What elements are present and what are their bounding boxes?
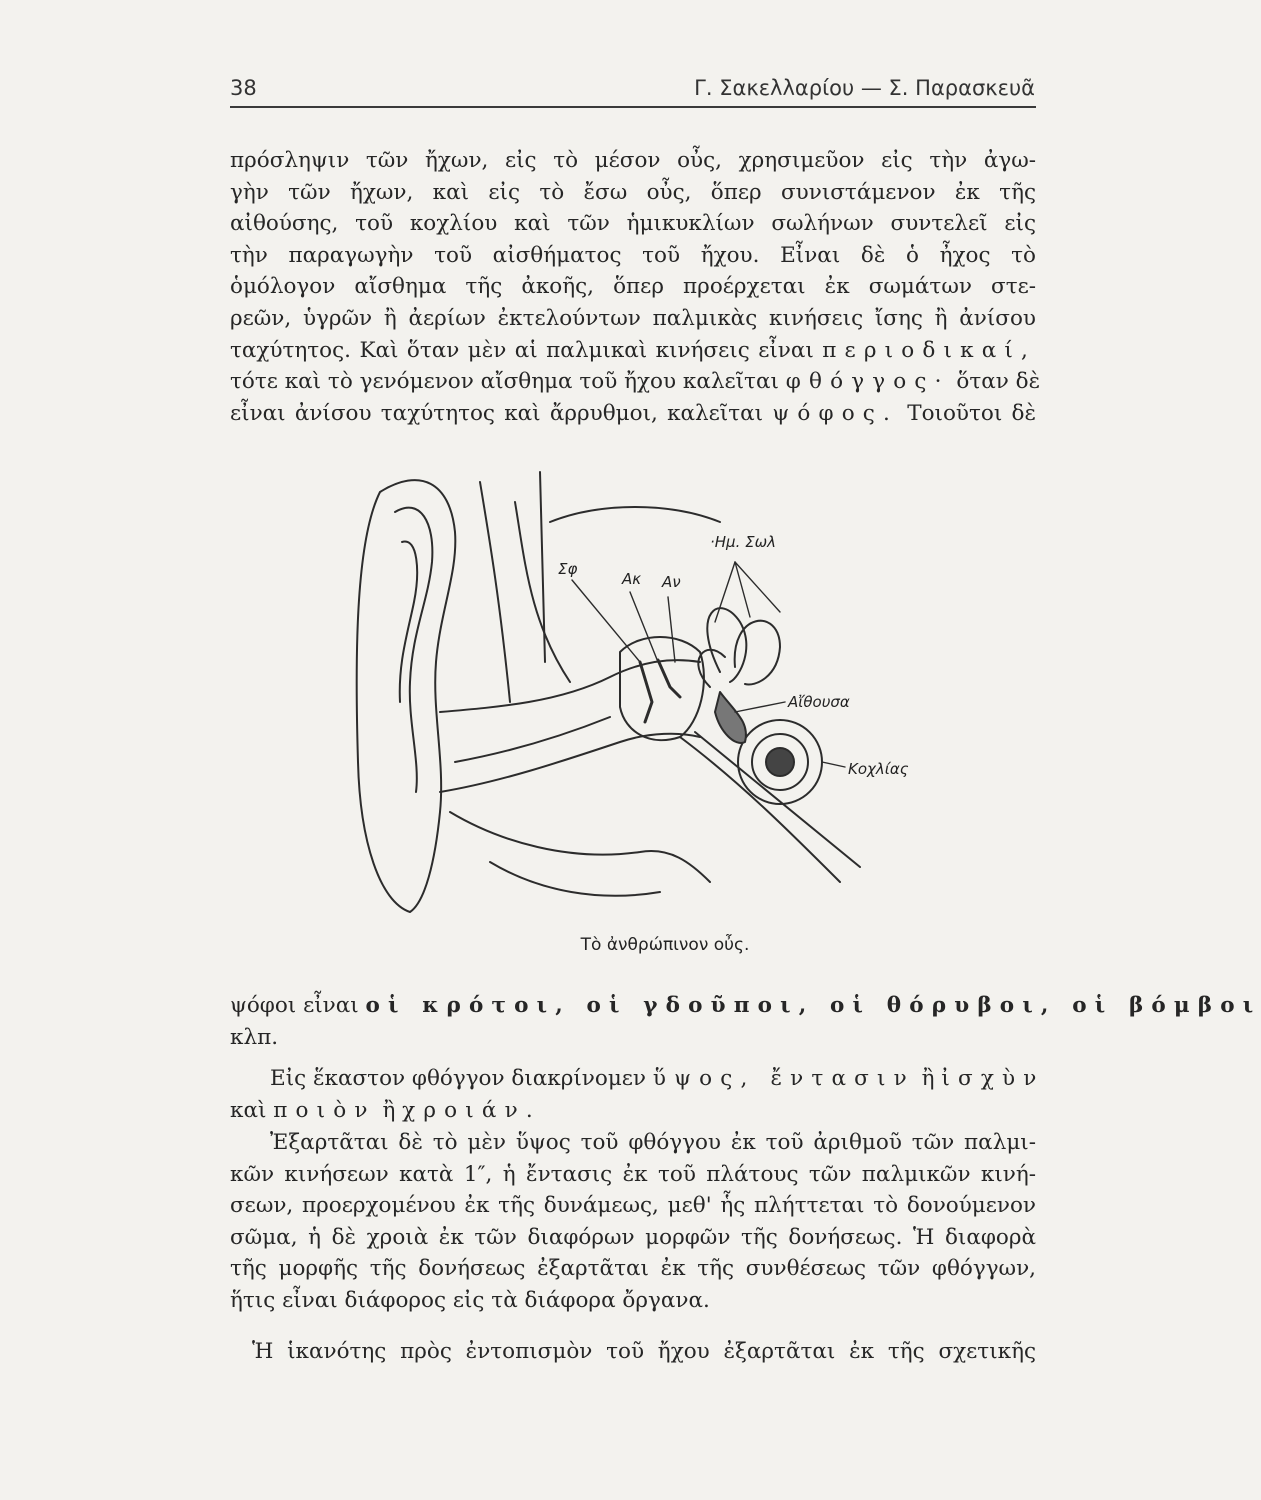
text-line: ρεῶν, ὑγρῶν ἢ ἀερίων ἐκτελούντων παλμικὰς κινήσεις ἴσης ἢ ἀνίσου [230, 305, 1036, 331]
auricle-inner-fold [400, 542, 417, 702]
pointer-kochlias [822, 762, 845, 767]
pointer-ak [630, 592, 658, 662]
label-an: Αν [662, 573, 681, 591]
text-line: ἥτις εἶναι διάφορος εἰς τὰ διάφορα ὄργανα. [230, 1287, 710, 1313]
text-line: ὁμόλογον αἴσθημα τῆς ἀκοῆς, ὅπερ προέρχεται ἐκ σωμάτων στε- [230, 274, 1036, 300]
figure-caption: Τὸ ἀνθρώπινον οὖς. [580, 935, 750, 955]
semicircular-canal-1 [707, 608, 746, 682]
label-ak: Ακ [622, 570, 642, 588]
text-line [230, 398, 1036, 430]
spaced-term-poion: ποιὸν [273, 1097, 376, 1123]
text-line: τὴν παραγωγὴν τοῦ αἰσθήματος τοῦ ἤχου. Εἶναι δὲ ὁ ἦχος τὸ [230, 242, 1036, 268]
paragraph-2 [230, 990, 1261, 1053]
text-run: εἶναι ἀνίσου ταχύτητος καὶ ἄρρυθμοι, καλεῖται [230, 400, 773, 426]
text-line: πρόσληψιν τῶν ἤχων, εἰς τὸ μέσον οὖς, χρησιμεῦον εἰς τὴν ἀγω- [230, 148, 1036, 173]
ossicle-hammer [640, 662, 652, 722]
text-run: τότε καὶ τὸ γενόμενον αἴσθημα τοῦ ἤχου καλεῖται [230, 369, 786, 395]
spaced-term-ypsos-entasin: ὕψος, ἔντασιν [652, 1066, 915, 1091]
canal-inner-line [455, 717, 610, 762]
text-run: ψόφοι εἶναι [230, 993, 366, 1018]
text-line [230, 1095, 1036, 1127]
text-line: τῆς μορφῆς τῆς δονήσεως ἐξαρτᾶται ἐκ τῆς συνθέσεως τῶν φθόγγων, [230, 1256, 1036, 1282]
bone-contour [480, 482, 510, 702]
label-aithousa: Αἴθουσα [788, 693, 850, 711]
pointer-aithousa [735, 702, 785, 712]
ossicle-anvil [658, 660, 680, 697]
auricle-shape [357, 480, 456, 912]
text-line [230, 1063, 1045, 1095]
spaced-term-fthongos: φθόγγος· [785, 369, 950, 395]
text-run: ἢ [375, 1097, 403, 1123]
text-run: Τοιοῦτοι δὲ [898, 400, 1037, 426]
author-names: Γ. Σακελλαρίου — Σ. Παρασκευᾶ [694, 76, 1035, 100]
text-line: σεων, προερχομένου ἐκ τῆς δυνάμεως, μεθ' ἧς πλήττεται τὸ δονούμενον [230, 1193, 1036, 1219]
spaced-term-chroian: χροιάν. [402, 1097, 541, 1123]
pointer-an [668, 597, 675, 662]
text-line: κῶν κινήσεων κατὰ 1″, ἡ ἔντασις ἐκ τοῦ πλάτους τῶν παλμικῶν κινή- [230, 1161, 1036, 1187]
text-run: καὶ [230, 1097, 274, 1123]
spaced-term-ischyn: ἰσχὺν [941, 1066, 1045, 1091]
paragraph-1 [230, 145, 1041, 429]
running-head [230, 72, 1035, 106]
semicircular-canal-3 [698, 650, 725, 687]
page-number: 38 [230, 76, 257, 100]
vestibule [715, 692, 746, 743]
label-sf: Σφ [558, 560, 578, 578]
spaced-term-periodikai: περιοδικαί, [822, 337, 1036, 363]
text-run: ὅταν δὲ [949, 369, 1041, 395]
text-line: Ἐξαρτᾶται δὲ τὸ μὲν ὕψος τοῦ φθόγγου ἐκ τοῦ ἀριθμοῦ τῶν παλμι- [270, 1130, 1036, 1155]
paragraph-3 [230, 1063, 1045, 1126]
bone-top-curve [550, 507, 720, 522]
text-line [230, 990, 1261, 1022]
text-line: Ἡ ἱκανότης πρὸς ἐντοπισμὸν τοῦ ἤχου ἐξαρτᾶται ἐκ τῆς σχετικῆς [252, 1339, 1036, 1364]
text-run: Εἰς ἕκαστον φθόγγον διακρίνομεν [270, 1066, 653, 1091]
text-run: ταχύτητος. Καὶ ὅταν μὲν αἱ παλμικαὶ κινήσεις εἶναι [230, 337, 823, 363]
spaced-term-psofos: ψόφος. [772, 400, 899, 426]
text-line [230, 366, 1041, 398]
text-line [230, 335, 1036, 367]
label-kochlias: Κοχλίας [848, 760, 909, 778]
header-rule [230, 106, 1036, 108]
ear-canal-lower [440, 734, 700, 792]
text-line: σῶμα, ἡ δὲ χροιὰ ἐκ τῶν διαφόρων μορφῶν τῆς δονήσεως. Ἡ διαφορὰ [230, 1224, 1036, 1250]
semicircular-canal-2 [735, 621, 780, 685]
spaced-noise-types: οἱ κρότοι, οἱ γδοῦποι, οἱ θόρυβοι, οἱ βόμβοι [365, 993, 1261, 1018]
eustachian-tube [680, 737, 840, 882]
paragraph-5 [230, 1336, 1036, 1368]
text-line: αἰθούσης, τοῦ κοχλίου καὶ τῶν ἡμικυκλίων σωλήνων συντελεῖ εἰς [230, 211, 1036, 237]
text-run: ἢ [914, 1066, 942, 1091]
ear-drawing [340, 462, 940, 922]
text-line: κλπ. [230, 1024, 279, 1050]
paragraph-4 [230, 1127, 1036, 1317]
text-line: γὴν τῶν ἤχων, καὶ εἰς τὸ ἔσω οὖς, ὅπερ συνιστάμενον ἐκ τῆς [230, 179, 1036, 205]
ear-illustration [340, 462, 940, 922]
cochlea-inner [766, 748, 794, 776]
label-sem: ·Ημ. Σωλ [710, 533, 777, 551]
jaw-contour-2 [490, 862, 660, 896]
jaw-contour [450, 812, 710, 882]
